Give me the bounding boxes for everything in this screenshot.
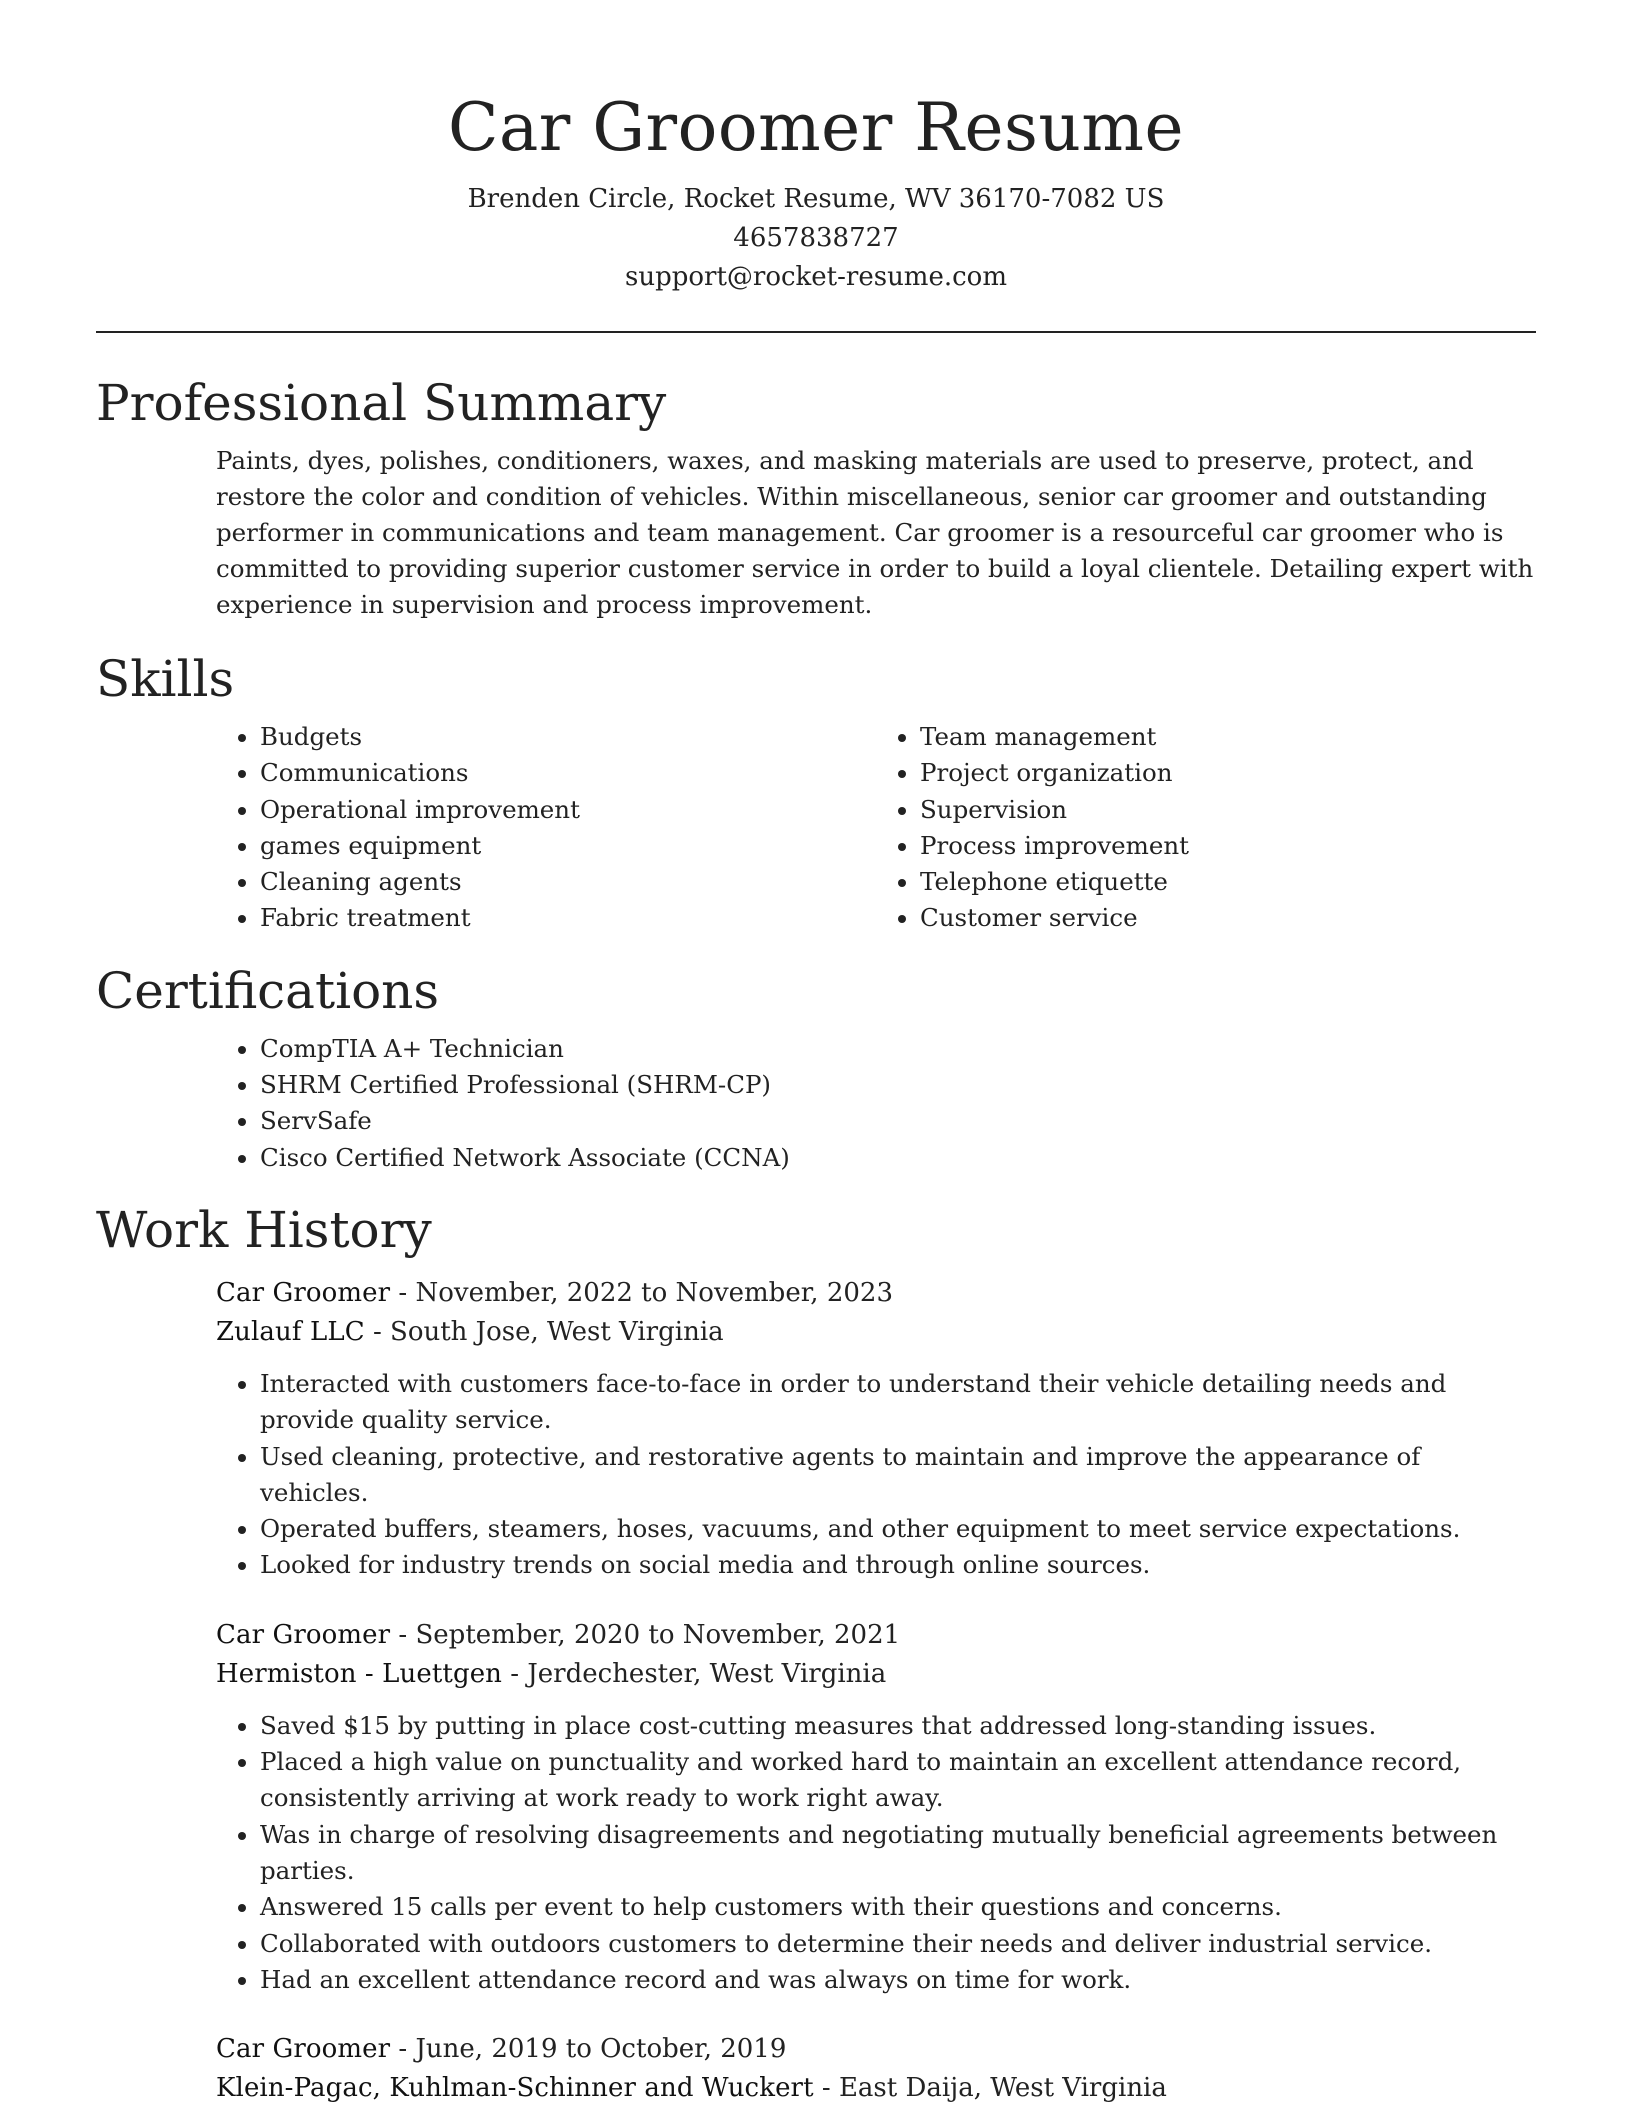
skill-item: • Budgets xyxy=(260,719,876,755)
job-location: - East Daija, West Virginia xyxy=(813,2073,1167,2104)
skills-heading: Skills xyxy=(96,650,235,708)
job-company-line xyxy=(216,1655,1536,1694)
skill-item: • Project organization xyxy=(920,755,1536,791)
summary-heading: Professional Summary xyxy=(96,374,667,432)
job-title: Car Groomer xyxy=(216,1619,391,1650)
skill-item: • Operational improvement xyxy=(260,792,876,828)
job-entry xyxy=(216,1616,1536,1998)
skills-columns xyxy=(216,719,1536,937)
job-entry xyxy=(216,2030,1536,2108)
skill-item: • games equipment xyxy=(260,828,876,864)
certifications-list xyxy=(216,1031,1536,1176)
job-bullets xyxy=(216,1366,1536,1584)
job-company-line xyxy=(216,2069,1536,2108)
certification-item: • SHRM Certified Professional (SHRM-CP) xyxy=(260,1067,1536,1103)
job-company: Zulauf LLC xyxy=(216,1316,365,1347)
job-dates: - June, 2019 to October, 2019 xyxy=(390,2034,787,2065)
job-bullet: • Had an excellent attendance record and was always on time for work. xyxy=(260,1962,1536,1998)
skill-item: • Fabric treatment xyxy=(260,900,876,936)
header-divider xyxy=(96,331,1536,333)
skill-item: • Customer service xyxy=(920,900,1536,936)
skill-item: • Team management xyxy=(920,719,1536,755)
job-bullet: • Used cleaning, protective, and restorative agents to maintain and improve the appearance of vehicles. xyxy=(260,1439,1536,1512)
job-bullet: • Looked for industry trends on social media and through online sources. xyxy=(260,1547,1536,1583)
resume-page xyxy=(96,0,1536,2108)
job-bullet: • Saved $15 by putting in place cost-cutting measures that addressed long-standing issues. xyxy=(260,1708,1536,1744)
job-bullet: • Answered 15 calls per event to help customers with their questions and concerns. xyxy=(260,1889,1536,1925)
job-title-line xyxy=(216,1616,1536,1655)
job-bullet: • Placed a high value on punctuality and worked hard to maintain an excellent attendance record, consistently arriving at work ready to work right away. xyxy=(260,1744,1536,1817)
skills-list-right xyxy=(876,719,1536,937)
skills-list-left xyxy=(216,719,876,937)
skill-item: • Process improvement xyxy=(920,828,1536,864)
job-bullet: • Operated buffers, steamers, hoses, vacuums, and other equipment to meet service expectations. xyxy=(260,1511,1536,1547)
skill-item: • Supervision xyxy=(920,792,1536,828)
job-dates: - September, 2020 to November, 2021 xyxy=(390,1619,901,1650)
job-title-line xyxy=(216,2030,1536,2069)
contact-phone: 4657838727 xyxy=(733,223,899,253)
job-bullets xyxy=(216,1708,1536,1998)
job-title: Car Groomer xyxy=(216,2034,391,2065)
job-location: - Jerdechester, West Virginia xyxy=(502,1658,887,1689)
job-company: Hermiston - Luettgen xyxy=(216,1658,503,1689)
job-company-line xyxy=(216,1313,1536,1352)
summary-text: Paints, dyes, polishes, conditioners, waxes, and masking materials are used to preserve, protect, and restore the color and condition of vehicles. Within miscellaneous, senior car groomer and outstanding performer in communications and team management. Car groomer is a resourceful car groomer who is committed to providing superior customer service in order to build a loyal clientele. Detailing expert with experience in supervision and process improvement. xyxy=(216,446,1534,619)
certification-item: • ServSafe xyxy=(260,1103,1536,1139)
job-bullet: • Interacted with customers face-to-face in order to understand their vehicle detailing needs and provide quality service. xyxy=(260,1366,1536,1439)
job-title: Car Groomer xyxy=(216,1277,391,1308)
job-company: Klein-Pagac, Kuhlman-Schinner and Wuckert xyxy=(216,2073,814,2104)
certification-item: • Cisco Certified Network Associate (CCNA) xyxy=(260,1140,1536,1176)
contact-address: Brenden Circle, Rocket Resume, WV 36170-7082 US xyxy=(467,184,1165,214)
certifications-block xyxy=(216,1031,1536,1176)
certification-item: • CompTIA A+ Technician xyxy=(260,1031,1536,1067)
job-dates: - November, 2022 to November, 2023 xyxy=(390,1277,893,1308)
job-bullet: • Collaborated with outdoors customers to determine their needs and deliver industrial service. xyxy=(260,1926,1536,1962)
job-entry xyxy=(216,1274,1536,1584)
job-bullet: • Was in charge of resolving disagreements and negotiating mutually beneficial agreements between parties. xyxy=(260,1817,1536,1890)
contact-email: support@rocket-resume.com xyxy=(624,262,1007,292)
certifications-heading: Certifications xyxy=(96,961,440,1020)
skill-item: • Telephone etiquette xyxy=(920,864,1536,900)
skill-item: • Communications xyxy=(260,755,876,791)
skill-item: • Cleaning agents xyxy=(260,864,876,900)
contact-block xyxy=(96,180,1536,297)
resume-title: Car Groomer Resume xyxy=(447,89,1185,166)
work-history-heading: Work History xyxy=(96,1200,432,1259)
job-title-line xyxy=(216,1274,1536,1313)
job-location: - South Jose, West Virginia xyxy=(364,1316,724,1347)
